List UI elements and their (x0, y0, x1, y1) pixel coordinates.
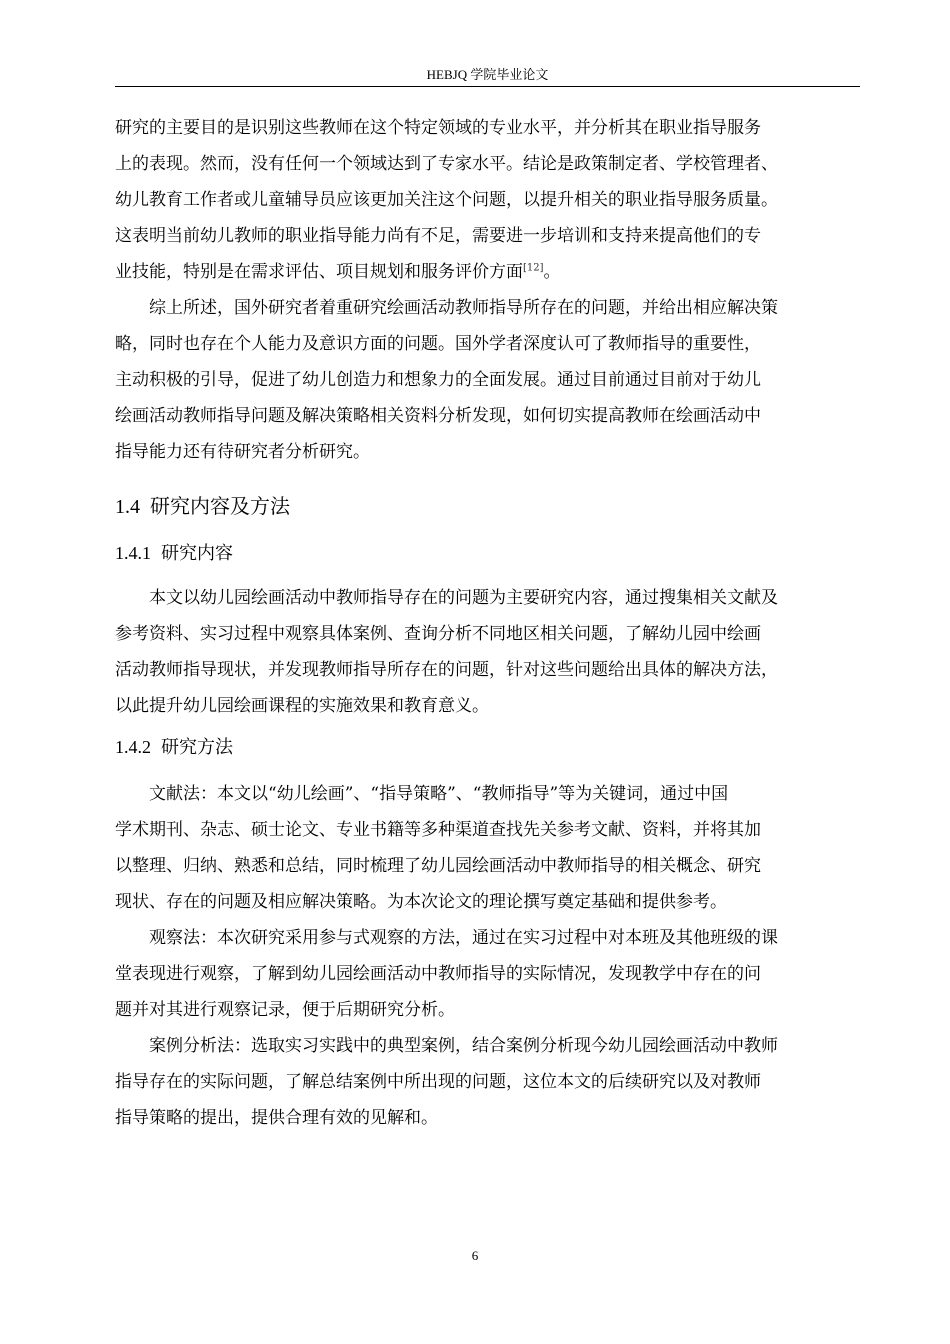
text-line: 研究的主要目的是识别这些教师在这个特定领域的专业水平，并分析其在职业指导服务 (115, 118, 761, 138)
paragraph (115, 1028, 860, 1136)
text-line: 以此提升幼儿园绘画课程的实施效果和教育意义。 (115, 696, 489, 716)
text-line: 现状、存在的问题及相应解决策略。为本次论文的理论撰写奠定基础和提供参考。 (115, 892, 727, 912)
paragraph (115, 776, 860, 920)
text-line: 活动教师指导现状，并发现教师指导所存在的问题，针对这些问题给出具体的解决方法， (115, 660, 778, 680)
text-line: 学术期刊、杂志、硕士论文、专业书籍等多种渠道查找先关参考文献、资料，并将其加 (115, 820, 761, 840)
subsection-title: 研究内容 (161, 543, 233, 564)
paragraph (115, 580, 860, 724)
subsection-number: 1.4.1 (115, 543, 151, 563)
paragraph (115, 290, 860, 470)
page-header (115, 64, 860, 87)
section-number: 1.4 (115, 496, 140, 518)
citation-reference[interactable]: [12] (523, 262, 544, 274)
text-line: 这表明当前幼儿教师的职业指导能力尚有不足，需要进一步培训和支持来提高他们的专 (115, 226, 761, 246)
text-line: 指导能力还有待研究者分析研究。 (115, 442, 370, 462)
page-body (115, 110, 860, 1136)
text-line: 文献法：本文以“幼儿绘画”、“指导策略”、“教师指导”等为关键词，通过中国 (149, 784, 729, 804)
section-heading (115, 488, 860, 524)
header-title: HEBJQ 学院毕业论文 (426, 67, 549, 82)
text-line: 本文以幼儿园绘画活动中教师指导存在的问题为主要研究内容，通过搜集相关文献及 (149, 588, 778, 608)
subsection-number: 1.4.2 (115, 737, 151, 757)
text-line: 指导策略的提出，提供合理有效的见解和。 (115, 1108, 438, 1128)
paragraph (115, 920, 860, 1028)
text-line: 指导存在的实际问题，了解总结案例中所出现的问题，这位本文的后续研究以及对教师 (115, 1072, 761, 1092)
paragraph (115, 110, 860, 290)
text-line: 上的表现。然而，没有任何一个领域达到了专家水平。结论是政策制定者、学校管理者、 (115, 154, 778, 174)
text-line: 综上所述，国外研究者着重研究绘画活动教师指导所存在的问题，并给出相应解决策 (149, 298, 778, 318)
text-line: 观察法：本次研究采用参与式观察的方法，通过在实习过程中对本班及其他班级的课 (149, 928, 778, 948)
text-span: 业技能，特别是在需求评估、项目规划和服务评价方面 (115, 262, 523, 282)
text-line: 堂表现进行观察，了解到幼儿园绘画活动中教师指导的实际情况，发现教学中存在的问 (115, 964, 761, 984)
text-line: 题并对其进行观察记录，便于后期研究分析。 (115, 1000, 455, 1020)
text-line (115, 254, 860, 290)
text-line: 参考资料、实习过程中观察具体案例、查询分析不同地区相关问题，了解幼儿园中绘画 (115, 624, 761, 644)
section-title: 研究内容及方法 (150, 494, 290, 518)
text-line: 略，同时也存在个人能力及意识方面的问题。国外学者深度认可了教师指导的重要性， (115, 334, 761, 354)
text-line: 主动积极的引导，促进了幼儿创造力和想象力的全面发展。通过目前通过目前对于幼儿 (115, 370, 761, 390)
text-line: 绘画活动教师指导问题及解决策略相关资料分析发现，如何切实提高教师在绘画活动中 (115, 406, 761, 426)
text-line: 案例分析法：选取实习实践中的典型案例，结合案例分析现今幼儿园绘画活动中教师 (149, 1036, 778, 1056)
text-line: 幼儿教育工作者或儿童辅导员应该更加关注这个问题，以提升相关的职业指导服务质量。 (115, 190, 778, 210)
subsection-heading (115, 536, 860, 570)
text-line: 以整理、归纳、熟悉和总结，同时梳理了幼儿园绘画活动中教师指导的相关概念、研究 (115, 856, 761, 876)
subsection-title: 研究方法 (161, 737, 233, 758)
subsection-heading (115, 730, 860, 764)
text-span: 。 (543, 262, 561, 282)
page-number: 6 (471, 1248, 479, 1263)
